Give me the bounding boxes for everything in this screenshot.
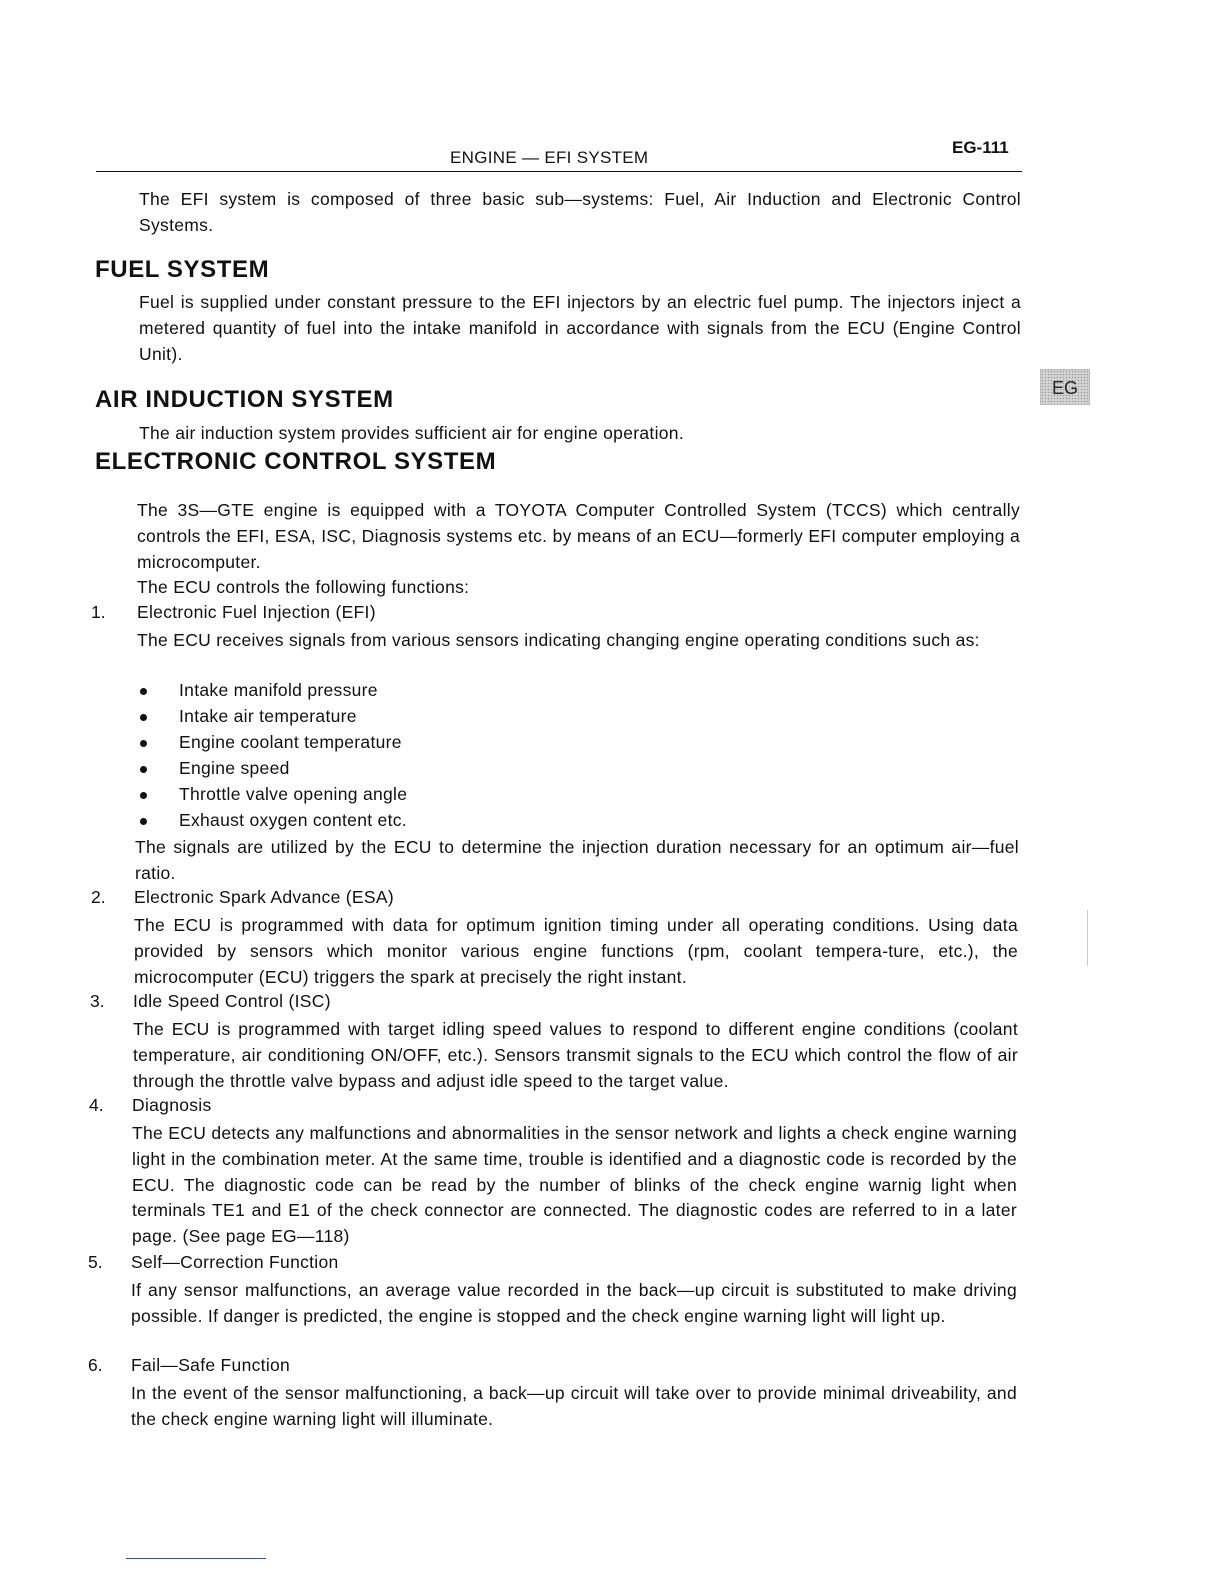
air-induction-heading: AIR INDUCTION SYSTEM bbox=[95, 386, 394, 413]
bullet-dot bbox=[140, 688, 147, 695]
bullet-dot bbox=[140, 792, 147, 799]
item-title: Fail—Safe Function bbox=[131, 1355, 291, 1375]
item-title: Electronic Fuel Injection (EFI) bbox=[137, 602, 376, 622]
bullet-dot bbox=[140, 714, 147, 721]
item-title: Diagnosis bbox=[132, 1095, 212, 1115]
bullet-text: Intake air temperature bbox=[179, 706, 357, 726]
item-number: 3. bbox=[90, 991, 105, 1011]
margin-mark bbox=[1087, 910, 1088, 966]
fuel-system-heading: FUEL SYSTEM bbox=[95, 256, 270, 283]
bullet-dot bbox=[140, 766, 147, 773]
item-text: The ECU receives signals from various sensors indicating changing engine operating conditions such as: bbox=[137, 630, 980, 650]
item-number: 2. bbox=[91, 887, 106, 907]
bullet-text: Intake manifold pressure bbox=[179, 680, 378, 700]
item-text: The ECU is programmed with data for optimum ignition timing under all operating conditions. Using data provided by sensors which monitor various engine functions (rpm, coolant tempera-ture, etc.), the microcomputer (ECU) triggers the spark at precisely the right instant. bbox=[134, 915, 1018, 987]
section-tab: EG bbox=[1040, 369, 1090, 405]
header-rule bbox=[96, 171, 1022, 172]
item-number: 5. bbox=[88, 1252, 103, 1272]
item-text: The ECU detects any malfunctions and abnormalities in the sensor network and lights a check engine warning light in the combination meter. At the same time, trouble is identified and a diagnostic code is recorded by the ECU. The diagnostic code can be read by the number of blinks of the check engine warnig light when terminals TE1 and E1 of the check connector are connected. The diagnostic codes are referred to in a later page. (See page EG—118) bbox=[132, 1123, 1017, 1247]
bullet-text: Engine speed bbox=[179, 758, 290, 778]
item-text: The ECU is programmed with target idling speed values to respond to different engine conditions (coolant temperature, air conditioning ON/OFF, etc.). Sensors transmit signals to the ECU which control the flow of air through the throttle valve bypass and adjust idle speed to the target value. bbox=[133, 1019, 1018, 1091]
fuel-system-text: Fuel is supplied under constant pressure to the EFI injectors by an electric fuel pump. The injectors inject a metered quantity of fuel into the intake manifold in accordance with signals from the ECU (Engine Control Unit). bbox=[139, 292, 1021, 364]
electronic-control-intro: The 3S—GTE engine is equipped with a TOYOTA Computer Controlled System (TCCS) which centrally controls the EFI, ESA, ISC, Diagnosis systems etc. by means of an ECU—formerly EFI computer employing a microcomputer. bbox=[137, 500, 1020, 572]
functions-intro: The ECU controls the following functions: bbox=[137, 577, 470, 597]
bullet-text: Throttle valve opening angle bbox=[179, 784, 408, 804]
item-text-after: The signals are utilized by the ECU to determine the injection duration necessary for an optimum air—fuel ratio. bbox=[135, 837, 1019, 883]
electronic-control-heading: ELECTRONIC CONTROL SYSTEM bbox=[95, 448, 497, 475]
item-number: 4. bbox=[89, 1095, 104, 1115]
air-induction-text: The air induction system provides sufficient air for engine operation. bbox=[139, 423, 684, 443]
item-title: Self—Correction Function bbox=[131, 1252, 339, 1272]
running-header-title: ENGINE — EFI SYSTEM bbox=[450, 148, 649, 167]
item-title: Electronic Spark Advance (ESA) bbox=[134, 887, 394, 907]
item-text: If any sensor malfunctions, an average value recorded in the back—up circuit is substituted to make driving possible. If danger is predicted, the engine is stopped and the check engine warning light will light up. bbox=[131, 1280, 1017, 1326]
page-number: EG-111 bbox=[952, 138, 1009, 157]
item-title: Idle Speed Control (ISC) bbox=[133, 991, 331, 1011]
bullet-dot bbox=[140, 740, 147, 747]
footer-line bbox=[126, 1558, 266, 1559]
item-number: 1. bbox=[91, 602, 106, 622]
item-number: 6. bbox=[88, 1355, 103, 1375]
bullet-dot bbox=[140, 818, 147, 825]
bullet-text: Engine coolant temperature bbox=[179, 732, 402, 752]
intro-paragraph: The EFI system is composed of three basic sub—systems: Fuel, Air Induction and Electronic Control Systems. bbox=[139, 189, 1021, 235]
item-text: In the event of the sensor malfunctioning, a back—up circuit will take over to provide minimal driveability, and the check engine warning light will illuminate. bbox=[131, 1383, 1017, 1429]
bullet-text: Exhaust oxygen content etc. bbox=[179, 810, 407, 830]
